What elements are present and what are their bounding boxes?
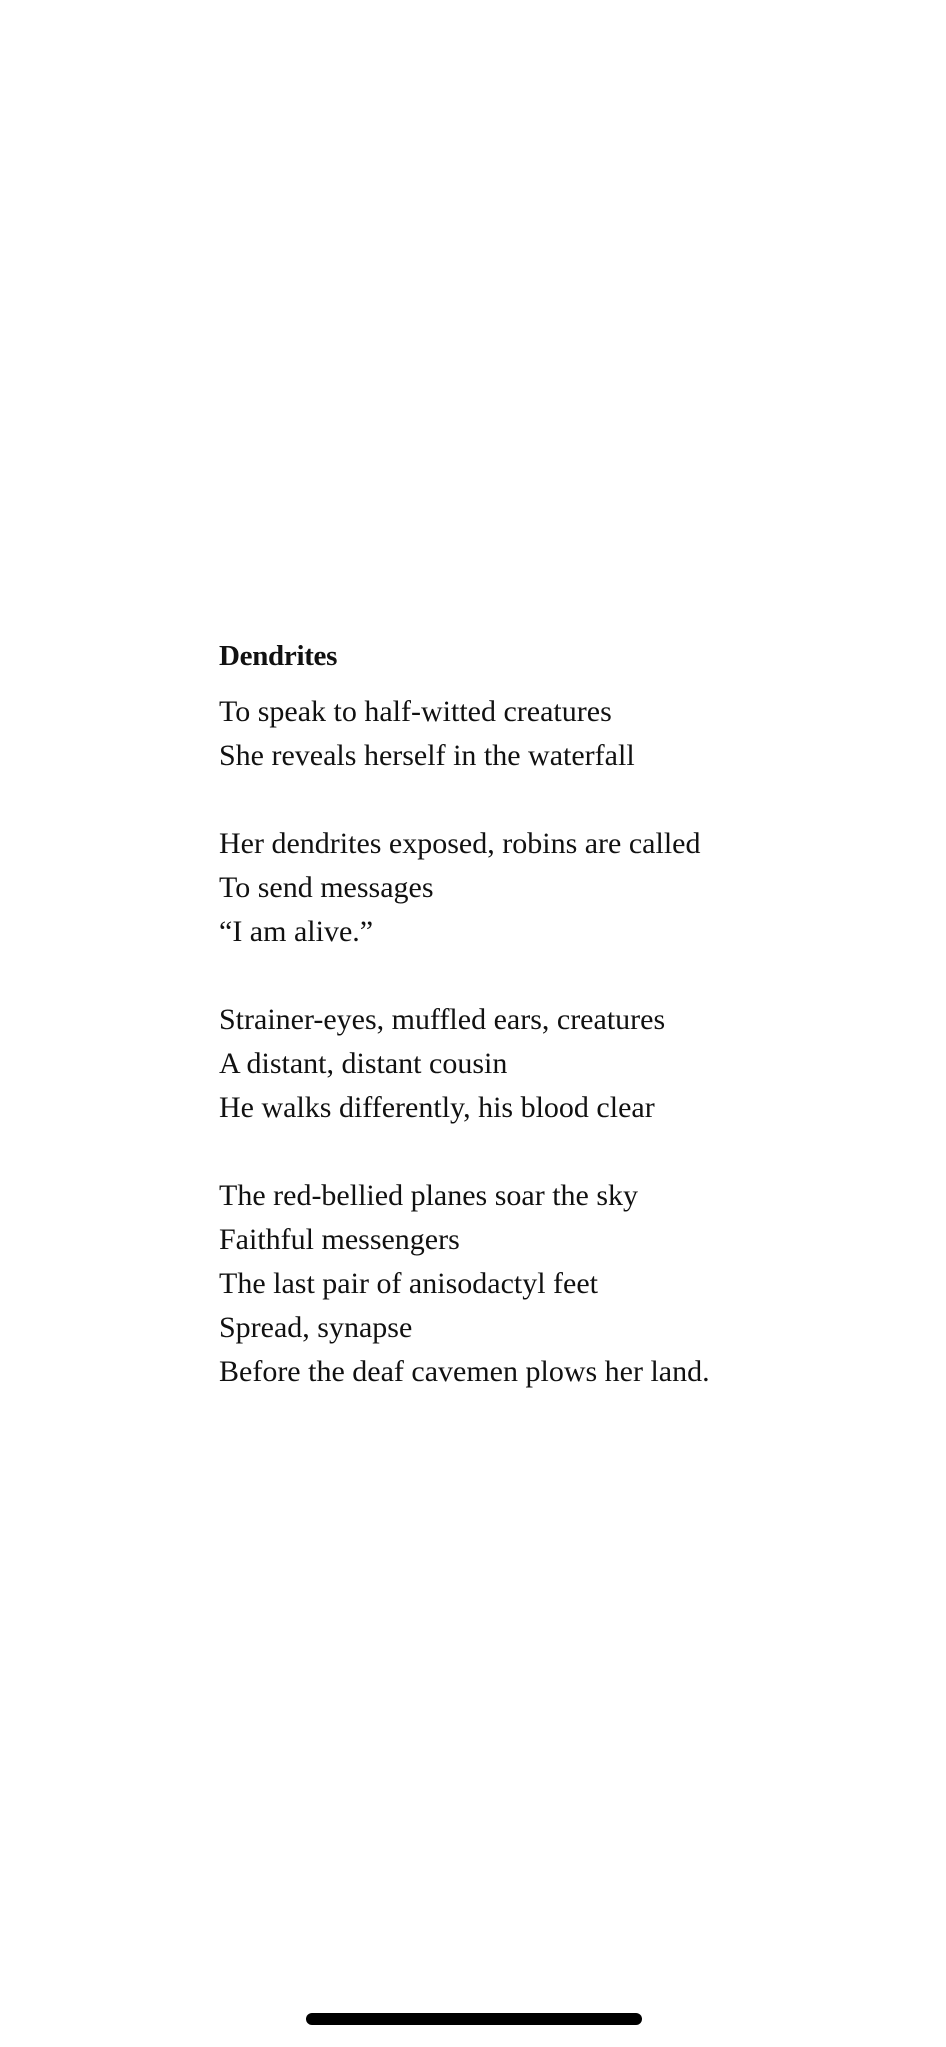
poem-line: “I am alive.” <box>219 915 374 948</box>
stanza <box>219 822 919 954</box>
poem-line: Before the deaf cavemen plows her land. <box>219 1355 710 1388</box>
stanza <box>219 998 919 1130</box>
poem-line: To speak to half-witted creatures <box>219 695 612 728</box>
poem-line: The red-bellied planes soar the sky <box>219 1179 639 1212</box>
stanza <box>219 1174 919 1394</box>
poem <box>219 636 919 1438</box>
poem-line: To send messages <box>219 871 434 904</box>
poem-line: Her dendrites exposed, robins are called <box>219 827 701 860</box>
poem-line: He walks differently, his blood clear <box>219 1091 655 1124</box>
stanza <box>219 690 919 778</box>
poem-line: Spread, synapse <box>219 1311 413 1344</box>
home-indicator[interactable] <box>306 2013 642 2025</box>
poem-title: Dendrites <box>219 640 338 672</box>
poem-line: She reveals herself in the waterfall <box>219 739 635 772</box>
poem-line: A distant, distant cousin <box>219 1047 508 1080</box>
poem-line: Faithful messengers <box>219 1223 460 1256</box>
poem-line: The last pair of anisodactyl feet <box>219 1267 599 1300</box>
poem-line: Strainer-eyes, muffled ears, creatures <box>219 1003 666 1036</box>
